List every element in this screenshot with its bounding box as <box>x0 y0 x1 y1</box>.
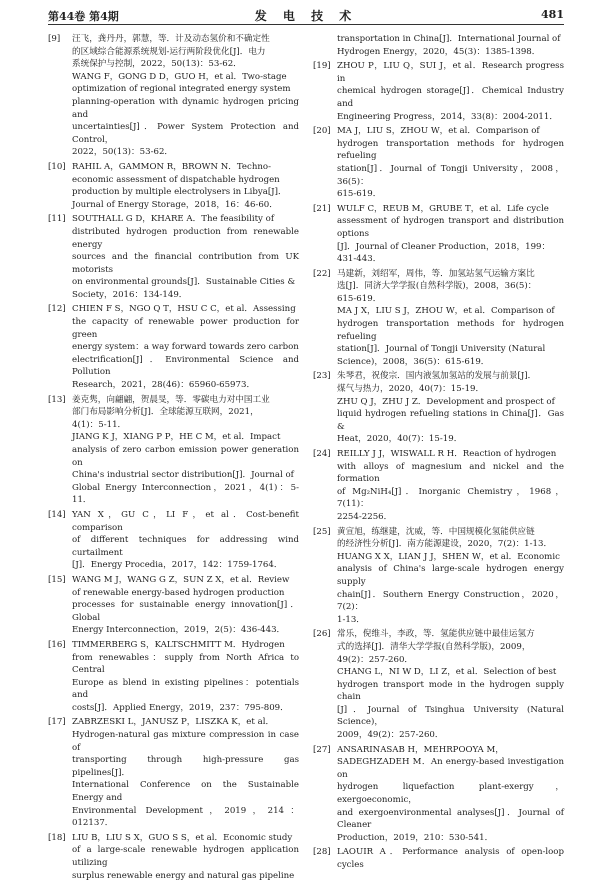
reference-line: 汪飞，龚丹丹，郭慧，等．计及动态氢价和不确定性 <box>72 34 270 44</box>
reference-text <box>337 268 564 369</box>
reference-line: with alloys of magnesium and nickel and the formation <box>337 461 564 485</box>
reference-line: of different techniques for addressing wind curtailment <box>72 535 299 558</box>
reference-line: WANG M J，WANG G Z，SUN Z X，et al．Review <box>72 574 290 585</box>
reference-line: ANSARINASAB H，MEHRPOOYA M， <box>337 744 504 755</box>
reference-line: CHANG L，NI W D，LI Z，et al．Selection of best <box>337 667 557 678</box>
reference-line: of renewable energy-based hydrogen production <box>72 587 285 598</box>
reference-text <box>72 574 299 637</box>
reference-line: station[J]．Journal of Tongji University (Natural <box>337 344 546 355</box>
reference-line: 常乐，倪维斗，李政，等．氢能供应链中最佳运氢方 <box>337 629 535 640</box>
reference-entry <box>313 60 564 123</box>
reference-line: transportation in China[J]．International Journal of <box>337 34 561 44</box>
reference-number: [27] <box>313 744 331 755</box>
reference-entry <box>48 33 299 159</box>
reference-entry <box>313 526 564 627</box>
reference-number: [14] <box>48 509 66 520</box>
reference-line: surplus renewable energy and natural gas pipeline <box>72 870 295 881</box>
reference-number <box>313 33 337 58</box>
reference-number: [10] <box>48 161 66 172</box>
reference-line: Society，2016：134-149． <box>72 289 188 300</box>
reference-line: SOUTHALL G D，KHARE A．The feasibility of <box>72 214 275 225</box>
reference-line: WANG F，GONG D D，GUO H，et al．Two-stage <box>72 71 287 82</box>
reference-text <box>337 370 564 446</box>
reference-line: HUANG X X，LIAN J J，SHEN W，et al．Economic <box>337 551 560 562</box>
reference-entry <box>313 125 564 201</box>
reference-line: MA J，LIU S，ZHOU W，et al．Comparison of <box>337 126 540 137</box>
reference-text <box>337 125 564 201</box>
reference-line: electrification[J]．Environmental Science and Pollution <box>72 354 299 378</box>
reference-line: chemical hydrogen storage[J]．Chemical Industry and <box>337 86 564 109</box>
reference-line: REILLY J J，WISWALL R H．Reaction of hydrogen <box>337 449 557 459</box>
reference-line: of a large-scale renewable hydrogen application utilizing <box>72 845 299 868</box>
reference-line: LIU B，LIU S X，GUO S S，et al．Economic study <box>72 832 293 843</box>
reference-text <box>337 203 564 266</box>
reference-line: chain[J]．Southern Energy Construction，2020，7(2)： <box>337 589 564 613</box>
reference-line: energy system：a way forward towards zero carbon <box>72 342 299 353</box>
reference-number: [24] <box>313 449 331 459</box>
reference-entry <box>48 213 299 301</box>
reference-line: production by multiple electrolysers in Libya[J]． <box>72 187 287 198</box>
reference-line: 2022，50(13)：53-62． <box>72 147 174 158</box>
page-number: 481 <box>541 8 564 21</box>
reference-text <box>72 213 299 301</box>
reference-line: 煤气与热力，2020，40(7)：15-19． <box>337 384 485 395</box>
reference-number: [9] <box>48 34 61 44</box>
reference-line: of Mg₂NiH₄[J]．Inorganic Chemistry，1968，7(11)： <box>337 486 564 510</box>
reference-entry <box>48 716 299 829</box>
reference-line: WULF C，REUB M，GRUBE T，et al．Life cycle <box>337 203 549 214</box>
reference-text <box>72 161 299 211</box>
reference-line: ZHU Q J，ZHU J Z．Development and prospect of <box>337 396 555 407</box>
reference-entry <box>313 203 564 266</box>
reference-number: [23] <box>313 371 331 382</box>
reference-line: Environmental Development，2019，214：012137． <box>72 805 299 829</box>
reference-line: transporting through high-pressure gas pipelines[J]． <box>72 755 299 778</box>
reference-text <box>337 33 564 58</box>
reference-line: Production，2019，210：530-541． <box>337 832 494 843</box>
reference-text <box>337 628 564 741</box>
reference-line: 2254-2256． <box>337 511 393 522</box>
reference-line: RAHIL A，GAMMON R，BROWN N．Techno- <box>72 161 271 172</box>
reference-line: optimization of regional integrated energy system <box>72 84 291 95</box>
reference-line: [J]．Journal of Cleaner Production，2018，199： <box>337 241 551 252</box>
reference-line: uncertainties[J]．Power System Protection and Control， <box>72 122 299 145</box>
reference-line: sources and the financial contribution from UK motorists <box>72 252 299 275</box>
reference-number: [15] <box>48 574 66 585</box>
reference-line: distributed hydrogen production from renewable energy <box>72 226 299 250</box>
reference-line: 的区域综合能源系统规划-运行两阶段优化[J]．电力 <box>72 46 266 57</box>
reference-line: Journal of Energy Storage，2018，16：46-60． <box>72 199 278 210</box>
reference-line: Research，2021，28(46)：65960-65973． <box>72 380 256 391</box>
reference-entry <box>313 448 564 524</box>
reference-entry <box>313 33 564 58</box>
reference-line: the capacity of renewable power production for green <box>72 317 299 340</box>
reference-line: hydrogen transportation methods for hydrogen refueling <box>337 138 564 162</box>
reference-number: [26] <box>313 629 331 640</box>
reference-line: hydrogen transport mode in the hydrogen supply chain <box>337 679 564 703</box>
reference-line: 部门布局影响分析[J]．全球能源互联网，2021， <box>72 407 259 418</box>
reference-line: planning-operation with dynamic hydrogen pricing and <box>72 96 299 120</box>
reference-line: 2009，49(2)：257-260． <box>337 730 444 741</box>
reference-number: [11] <box>48 214 66 225</box>
reference-line: hydrogen liquefaction plant-exergy，exergoeconomic， <box>337 782 564 806</box>
reference-line: China's industrial sector distribution[J]．Journal of <box>72 470 294 481</box>
reference-line: station[J]．Journal of Tongji University，2008，36(5)： <box>337 163 564 187</box>
reference-number: [28] <box>313 847 331 858</box>
reference-line: 的经济性分析[J]．南方能源建设，2020，7(2)：1-13． <box>337 539 553 550</box>
reference-number: [16] <box>48 639 66 650</box>
reference-line: Europe as blend in existing pipelines：potentials and <box>72 677 299 701</box>
reference-text <box>337 60 564 123</box>
reference-line: 选[J]．同济大学学报(自然科学版)，2008，36(5)： <box>337 281 537 292</box>
reference-number: [18] <box>48 832 66 843</box>
reference-line: 49(2)：257-260． <box>337 654 414 665</box>
reference-line: analysis of zero carbon emission power generation on <box>72 445 299 468</box>
reference-line: 姜克隽，向翩翩，贺晨旻，等．零碳电力对中国工业 <box>72 394 270 405</box>
reference-text <box>337 526 564 627</box>
reference-line: 式的选择[J]．清华大学学报(自然科学版)，2009， <box>337 641 531 652</box>
reference-line: 4(1)：5-11． <box>72 419 127 430</box>
reference-number: [20] <box>313 126 331 137</box>
reference-line: economic assessment of dispatchable hydrogen <box>72 174 280 185</box>
reference-line: MA J X，LIU S J，ZHOU W，et al．Comparison of <box>337 306 555 317</box>
reference-text <box>72 303 299 391</box>
reference-line: liquid hydrogen refueling stations in China[J]．Gas & <box>337 409 564 432</box>
reference-line: costs[J]．Applied Energy，2019，237：795-809． <box>72 702 289 713</box>
reference-line: ZHOU P，LIU Q，SUI J，et al．Research progress in <box>337 61 564 84</box>
reference-line: 431-443． <box>337 254 382 265</box>
references-left-column <box>48 33 299 884</box>
reference-number: [17] <box>48 717 66 728</box>
reference-text <box>72 394 299 507</box>
reference-number: [21] <box>313 203 331 214</box>
reference-line: International Conference on the Sustainable Energy and <box>72 780 299 804</box>
reference-line: CHIEN F S，NGO Q T，HSU C C，et al．Assessing <box>72 304 296 315</box>
reference-line: Hydrogen Energy，2020，45(3)：1385-1398． <box>337 46 541 57</box>
reference-line: hydrogen transportation methods for hydrogen refueling <box>337 319 564 342</box>
reference-number: [12] <box>48 304 66 315</box>
reference-entry <box>313 744 564 845</box>
reference-number: [25] <box>313 526 331 537</box>
reference-line: Hydrogen-natural gas mixture compression in case of <box>72 730 299 753</box>
reference-text <box>72 832 299 882</box>
reference-entry <box>48 303 299 391</box>
reference-line: 系统保护与控制，2022，50(13)：53-62． <box>72 59 242 70</box>
reference-line: TIMMERBERG S，KALTSCHMITT M．Hydrogen <box>72 639 285 650</box>
reference-line: Science)，2008，36(5)：615-619． <box>337 356 490 367</box>
reference-entry <box>313 268 564 369</box>
reference-line: 615-619． <box>337 189 382 200</box>
reference-number: [19] <box>313 61 331 72</box>
reference-line: SADEGHZADEH M．An energy-based investigation on <box>337 757 564 780</box>
reference-entry <box>313 628 564 741</box>
reference-number: [13] <box>48 394 66 405</box>
reference-line: Engineering Progress，2014，33(8)：2004-2011． <box>337 111 558 122</box>
reference-text <box>337 744 564 845</box>
reference-line: and exergoenvironmental analyses[J]．Journal of Cleaner <box>337 807 564 831</box>
reference-entry <box>48 832 299 882</box>
journal-title: 发 电 技 术 <box>254 9 358 23</box>
reference-line: on environmental grounds[J]．Sustainable Cities & <box>72 277 296 288</box>
reference-text <box>72 716 299 829</box>
reference-line: ZABRZESKI L，JANUSZ P，LISZKA K，et al． <box>72 717 275 728</box>
reference-text <box>72 33 299 159</box>
reference-entry <box>48 394 299 507</box>
page-header <box>48 6 564 25</box>
references-right-column <box>313 33 564 884</box>
reference-text <box>72 509 299 572</box>
reference-line: [J]．Journal of Tsinghua University (Natural Science)， <box>337 704 564 728</box>
reference-line: 黄宣旭，练继建，沈威，等．中国规模化氢能供应链 <box>337 526 535 537</box>
reference-text <box>72 639 299 715</box>
reference-entry <box>313 370 564 446</box>
reference-line: 1-13． <box>337 614 365 625</box>
reference-line: 朱琴君，祝俊宗．国内液氢加氢站的发展与前景[J]． <box>337 371 537 382</box>
reference-entry <box>48 574 299 637</box>
reference-text <box>337 448 564 524</box>
reference-line: 615-619． <box>337 293 382 304</box>
reference-line: [J]．Energy Procedia，2017，142：1759-1764． <box>72 560 283 571</box>
reference-line: Heat，2020，40(7)：15-19． <box>337 434 463 445</box>
reference-entry <box>48 639 299 715</box>
reference-line: Energy Interconnection，2019，2(5)：436-443． <box>72 625 286 636</box>
reference-line: LAOUIR A．Performance analysis of open-loop cycles <box>337 847 564 870</box>
reference-number: [22] <box>313 268 331 279</box>
reference-line: processes for sustainable energy innovation[J]．Global <box>72 600 299 623</box>
reference-entry <box>48 161 299 211</box>
reference-text <box>337 846 564 871</box>
reference-entry <box>48 509 299 572</box>
reference-line: JIANG K J，XIANG P P，HE C M，et al．Impact <box>72 432 281 443</box>
reference-line: Global Energy Interconnection，2021，4(1)：5-11． <box>72 482 299 506</box>
reference-entry <box>313 846 564 871</box>
reference-line: analysis of China's large-scale hydrogen energy supply <box>337 564 564 587</box>
volume-issue: 第44卷 第4期 <box>48 10 119 23</box>
reference-line: assessment of hydrogen transport and distribution options <box>337 216 564 239</box>
reference-line: YAN X，GU C，LI F，et al．Cost-benefit comparison <box>72 509 299 533</box>
reference-line: from renewables：supply from North Africa to Central <box>72 652 299 676</box>
reference-line: 马建新，刘绍军，周伟，等．加氢站氢气运输方案比 <box>337 268 535 279</box>
